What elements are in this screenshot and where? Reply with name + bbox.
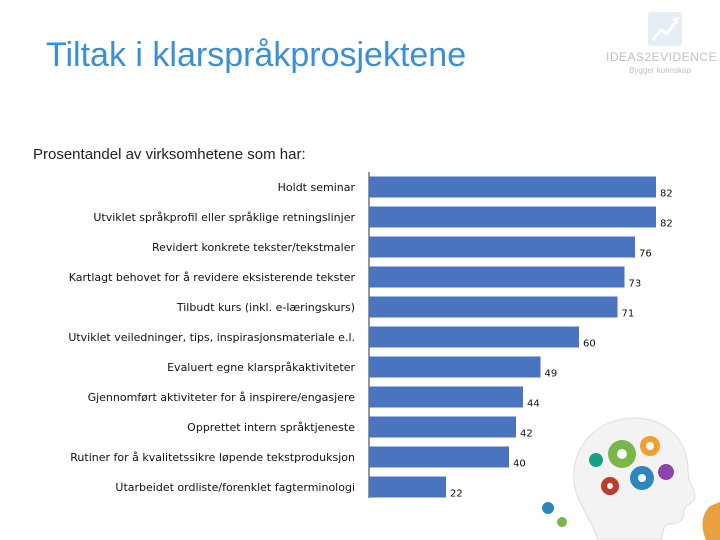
- category-label-5: Tilbudt kurs (inkl. e-læringskurs): [176, 301, 355, 314]
- bar-5: [369, 297, 618, 318]
- bar-7: [369, 357, 541, 378]
- bar-1: [369, 177, 656, 198]
- category-label-4: Kartlagt behovet for å revidere eksisterende tekster: [68, 271, 355, 284]
- value-label-3: 76: [639, 248, 652, 260]
- logo-tagline: Bygger kunnskap: [629, 66, 691, 75]
- value-label-2: 82: [660, 218, 673, 230]
- value-label-11: 22: [450, 488, 463, 500]
- bar-2: [369, 207, 656, 228]
- bar-9: [369, 417, 516, 438]
- bar-11: [369, 477, 446, 498]
- category-label-1: Holdt seminar: [277, 181, 355, 194]
- bar-10: [369, 447, 509, 468]
- category-label-8: Gjennomført aktiviteter for å inspirere/engasjere: [87, 391, 355, 404]
- value-label-4: 73: [628, 278, 642, 290]
- category-label-7: Evaluert egne klarspråkaktiviteter: [167, 361, 355, 374]
- category-label-3: Revidert konkrete tekster/tekstmaler: [151, 241, 355, 254]
- category-label-2: Utviklet språkprofil eller språklige retningslinjer: [93, 211, 355, 224]
- value-label-1: 82: [660, 188, 673, 200]
- bar-3: [369, 237, 635, 258]
- category-label-6: Utviklet veiledninger, tips, inspirasjonsmateriale e.l.: [68, 331, 355, 344]
- category-label-9: Opprettet intern språktjeneste: [187, 421, 355, 434]
- value-label-8: 44: [527, 398, 540, 410]
- bar-8: [369, 387, 523, 408]
- value-label-10: 40: [513, 458, 526, 470]
- value-label-5: 71: [621, 308, 635, 320]
- bar-6: [369, 327, 579, 348]
- value-label-9: 42: [520, 428, 533, 440]
- category-label-10: Rutiner for å kvalitetssikre løpende tekstproduksjon: [70, 451, 355, 464]
- category-label-11: Utarbeidet ordliste/forenklet fagterminologi: [115, 481, 355, 494]
- value-label-6: 60: [583, 338, 596, 350]
- bar-4: [369, 267, 625, 288]
- page-title: Tiltak i klarspråkprosjektene: [46, 36, 467, 74]
- logo-name: IDEAS2EVIDENCE: [606, 50, 718, 64]
- chart-subtitle: Prosentandel av virksomhetene som har:: [33, 146, 306, 163]
- value-label-7: 49: [544, 368, 558, 380]
